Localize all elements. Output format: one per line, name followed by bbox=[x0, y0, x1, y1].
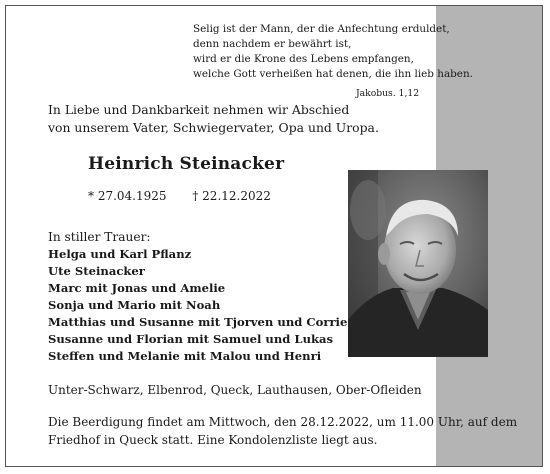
death-date: † 22.12.2022 bbox=[192, 189, 271, 203]
mourner-name: Sonja und Mario mit Noah bbox=[48, 298, 221, 312]
mourners-list bbox=[48, 246, 347, 365]
funeral-info: Die Beerdigung findet am Mittwoch, den 28.12.2022, um 11.00 Uhr, auf dem Friedhof in Queck statt. Eine Kondolenzliste liegt aus. bbox=[48, 415, 518, 447]
mourner-name: Steffen und Melanie mit Malou und Henri bbox=[48, 349, 322, 363]
farewell-intro: In Liebe und Dankbarkeit nehmen wir Abschied von unserem Vater, Schwiegervater, Opa und Uropa. bbox=[48, 102, 379, 135]
mourner-name: Susanne und Florian mit Samuel und Lukas bbox=[48, 332, 334, 346]
portrait-photo bbox=[348, 170, 488, 357]
mourning-heading: In stiller Trauer: bbox=[48, 230, 151, 244]
life-dates bbox=[88, 189, 271, 203]
birth-date: * 27.04.1925 bbox=[88, 189, 167, 203]
mourner-name: Matthias und Susanne mit Tjorven und Corrie bbox=[48, 315, 348, 329]
mourner-name: Helga und Karl Pflanz bbox=[48, 247, 192, 261]
family-locations: Unter-Schwarz, Elbenrod, Queck, Lauthausen, Ober-Ofleiden bbox=[48, 383, 422, 397]
bible-verse: Selig ist der Mann, der die Anfechtung erduldet, denn nachdem er bewährt ist, wird er die Krone des Lebens empfangen, welche Gott verheißen hat denen, die ihn lieb haben. bbox=[193, 23, 473, 80]
mourner-name: Marc mit Jonas und Amelie bbox=[48, 281, 226, 295]
mourner-name: Ute Steinacker bbox=[48, 264, 145, 278]
deceased-name: Heinrich Steinacker bbox=[88, 154, 285, 174]
verse-reference: Jakobus. 1,12 bbox=[356, 88, 420, 99]
